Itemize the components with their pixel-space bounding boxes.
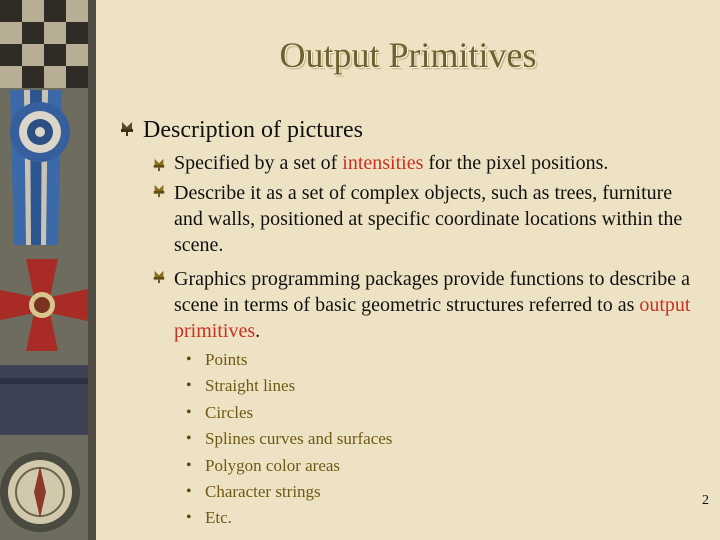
level1-bullet-text: Description of pictures <box>143 117 363 143</box>
small-tulip-bullet-icon <box>152 184 166 198</box>
page-number: 2 <box>702 493 709 508</box>
level2-text: Specified by a set of <box>174 152 343 174</box>
highlight-term: output primitives <box>174 294 691 342</box>
tulip-bullet-icon <box>119 121 135 137</box>
bullet-dot-icon: • <box>186 430 192 447</box>
level2-text: Describe it as a set of complex objects, such as trees, furniture and walls, positioned at specific coordinate locations within the scene. <box>174 182 683 256</box>
bullet-dot-icon: • <box>186 457 192 474</box>
highlight-term: intensities <box>342 152 424 174</box>
small-tulip-bullet-icon <box>152 158 166 172</box>
level2-text: . <box>255 320 261 342</box>
level2-item <box>174 150 704 176</box>
primitive-item: Etc. <box>205 508 232 527</box>
decorative-medal-image <box>0 0 96 540</box>
bullet-dot-icon: • <box>186 351 192 368</box>
level2-text: for the pixel positions. <box>423 152 609 174</box>
slide-title: Output Primitives <box>279 35 537 75</box>
level2-text: Graphics programming packages provide functions to describe a scene in terms of basic geometric structures referred to as <box>174 268 690 316</box>
primitive-item: Circles <box>205 403 254 422</box>
level2-item <box>174 180 704 258</box>
primitive-item: Points <box>205 350 248 369</box>
bullet-dot-icon: • <box>186 377 192 394</box>
bullet-dot-icon: • <box>186 483 192 500</box>
level2-item <box>174 266 704 344</box>
primitive-item: Splines curves and surfaces <box>205 429 393 448</box>
primitive-item: Straight lines <box>205 376 296 395</box>
small-tulip-bullet-icon <box>152 270 166 284</box>
bullet-dot-icon: • <box>186 404 192 421</box>
primitive-item: Polygon color areas <box>205 456 341 475</box>
bullet-dot-icon: • <box>186 509 192 526</box>
primitive-item: Character strings <box>205 482 321 501</box>
